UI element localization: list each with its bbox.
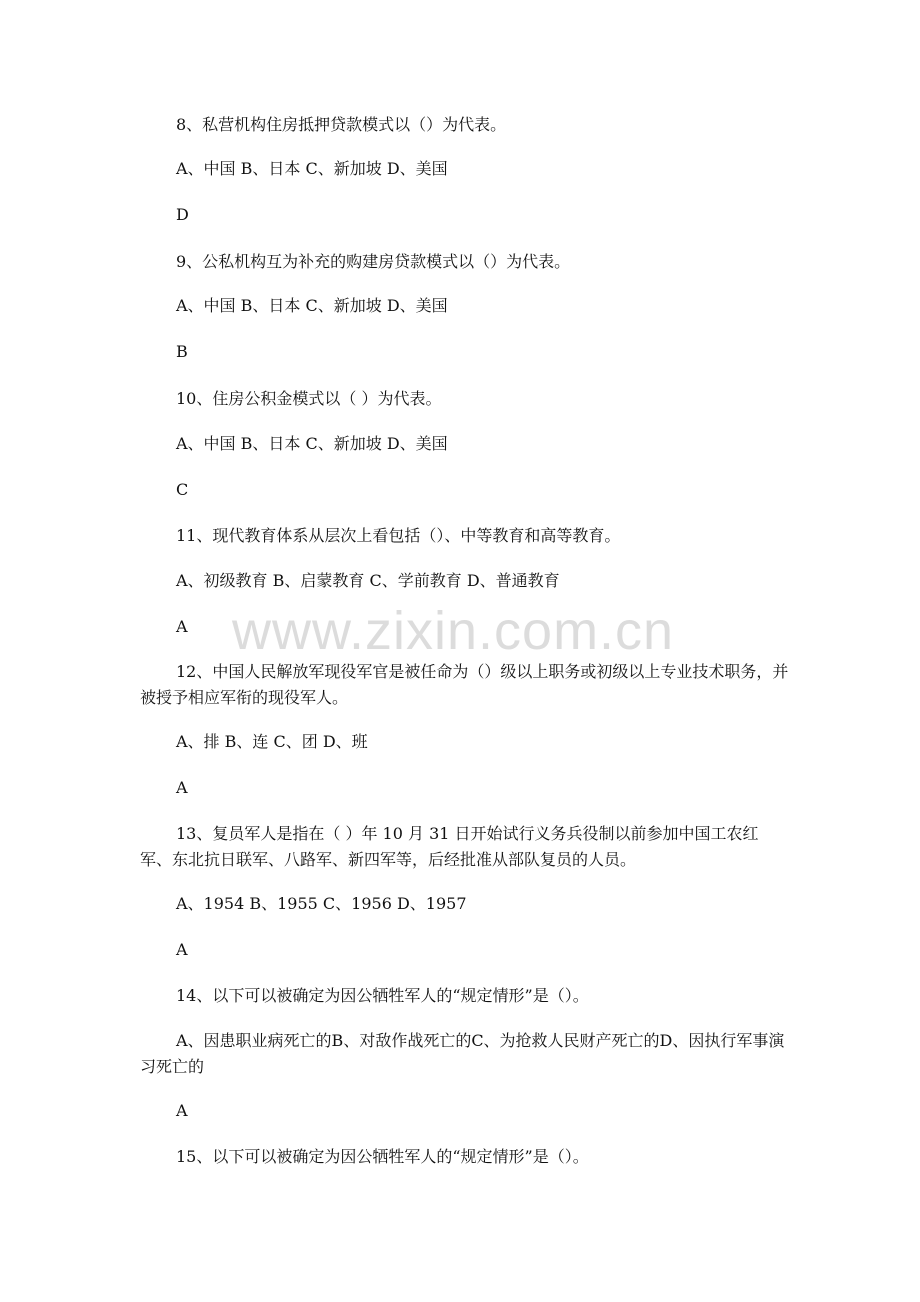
watermark: www.zixin.com.cn bbox=[232, 601, 675, 661]
question-9: 9、公私机构互为补充的购建房贷款模式以（）为代表。 bbox=[176, 252, 571, 271]
options-13: A、1954 B、1955 C、1956 D、1957 bbox=[176, 894, 467, 913]
options-8: A、中国 B、日本 C、新加坡 D、美国 bbox=[176, 159, 448, 178]
answer-8: D bbox=[176, 205, 189, 224]
answer-10: C bbox=[176, 480, 189, 499]
answer-9: B bbox=[176, 342, 188, 361]
question-14: 14、以下可以被确定为因公牺牲军人的“规定情形”是（）。 bbox=[176, 986, 589, 1005]
answer-14: A bbox=[176, 1101, 188, 1120]
question-15: 15、以下可以被确定为因公牺牲军人的“规定情形”是（）。 bbox=[176, 1147, 589, 1166]
question-13: 13、复员军人是指在（ ）年 10 月 31 日开始试行义务兵役制以前参加中国工农红军、东北抗日联军、八路军、新四军等，后经批准从部队复员的人员。 bbox=[140, 824, 759, 869]
options-9: A、中国 B、日本 C、新加坡 D、美国 bbox=[176, 296, 448, 315]
question-8: 8、私营机构住房抵押贷款模式以（）为代表。 bbox=[176, 115, 507, 134]
question-10: 10、住房公积金模式以（ ）为代表。 bbox=[176, 389, 442, 408]
answer-13: A bbox=[176, 940, 188, 959]
options-10: A、中国 B、日本 C、新加坡 D、美国 bbox=[176, 434, 448, 453]
question-11: 11、现代教育体系从层次上看包括（）、中等教育和高等教育。 bbox=[176, 526, 621, 545]
answer-12: A bbox=[176, 778, 188, 797]
options-11: A、初级教育 B、启蒙教育 C、学前教育 D、普通教育 bbox=[176, 571, 560, 590]
options-12: A、排 B、连 C、团 D、班 bbox=[176, 732, 368, 751]
options-14: A、因患职业病死亡的B、对敌作战死亡的C、为抢救人民财产死亡的D、因执行军事演习死亡的 bbox=[140, 1031, 785, 1076]
answer-11: A bbox=[176, 617, 188, 636]
question-12: 12、中国人民解放军现役军官是被任命为（）级以上职务或初级以上专业技术职务，并被授予相应军衔的现役军人。 bbox=[140, 662, 789, 707]
